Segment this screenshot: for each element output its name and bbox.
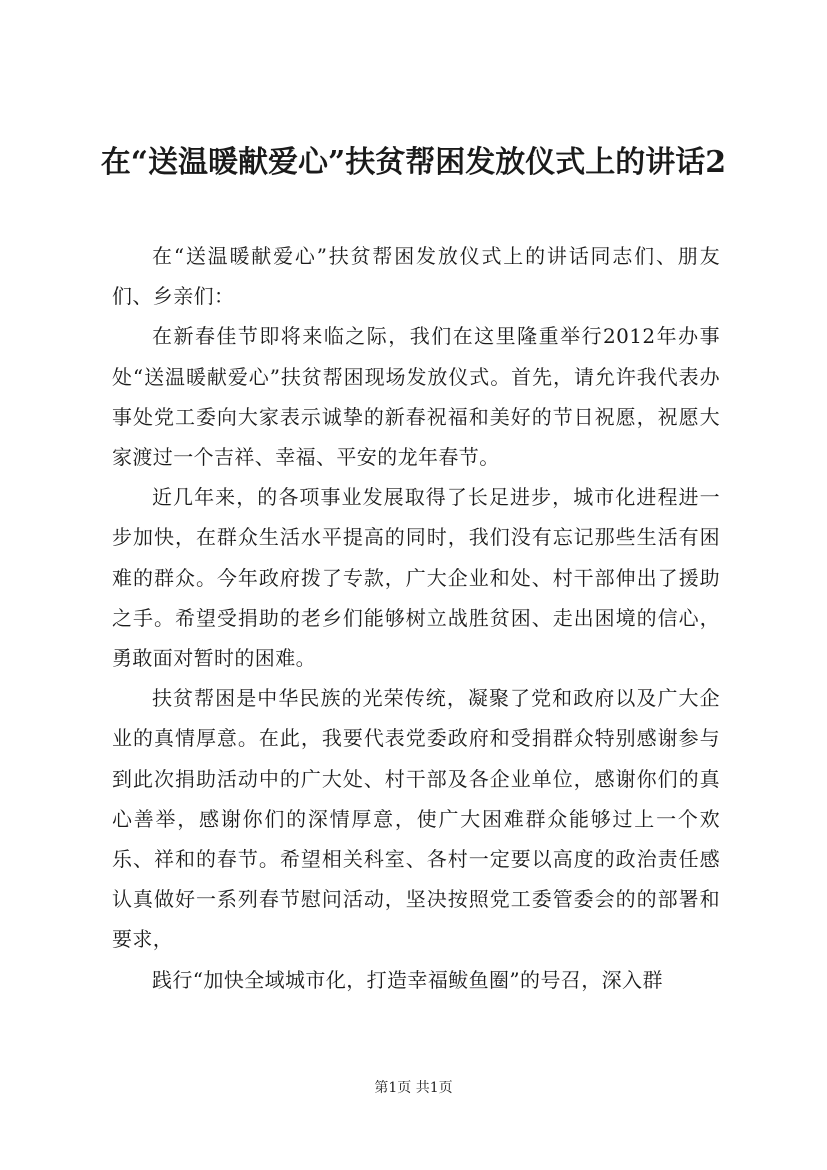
paragraph-call-to-action: 践行“加快全域城市化，打造幸福鲅鱼圈”的号召，深入群	[152, 967, 663, 992]
paragraph-thanks: 扶贫帮困是中华民族的光荣传统，凝聚了党和政府以及广大企业的真情厚意。在此，我要代表党委政府和受捐群众特别感谢参与到此次捐助活动中的广大处、村干部及各企业单位，感谢你们的真心善举，感谢你们的深情厚意，使广大困难群众能够过上一个欢乐、祥和的春节。希望相关科室、各村一定要以高度的政治责任感认真做好一系列春节慰问活动，坚决按照党工委管委会的的部署和要求，	[112, 686, 720, 952]
document-title: 在“送温暖献爱心”扶贫帮困发放仪式上的讲话2	[100, 145, 727, 180]
document-body	[112, 236, 720, 1000]
paragraph-progress: 近几年来，的各项事业发展取得了长足进步，城市化进程进一步加快，在群众生活水平提高的同时，我们没有忘记那些生活有困难的群众。今年政府拨了专款，广大企业和处、村干部伸出了援助之手。希望受捐助的老乡们能够树立战胜贫困、走出困境的信心，勇敢面对暂时的困难。	[112, 485, 720, 671]
paragraph-opening: 在新春佳节即将来临之际，我们在这里隆重举行2012年办事处“送温暖献爱心”扶贫帮困现场发放仪式。首先，请允许我代表办事处党工委向大家表示诚挚的新春祝福和美好的节日祝愿，祝愿大家渡过一个吉祥、幸福、平安的龙年春节。	[112, 324, 720, 470]
paragraph-salutation: 在“送温暖献爱心”扶贫帮困发放仪式上的讲话同志们、朋友们、乡亲们：	[112, 244, 720, 309]
page-footer: 第1页 共1页	[374, 1080, 453, 1096]
